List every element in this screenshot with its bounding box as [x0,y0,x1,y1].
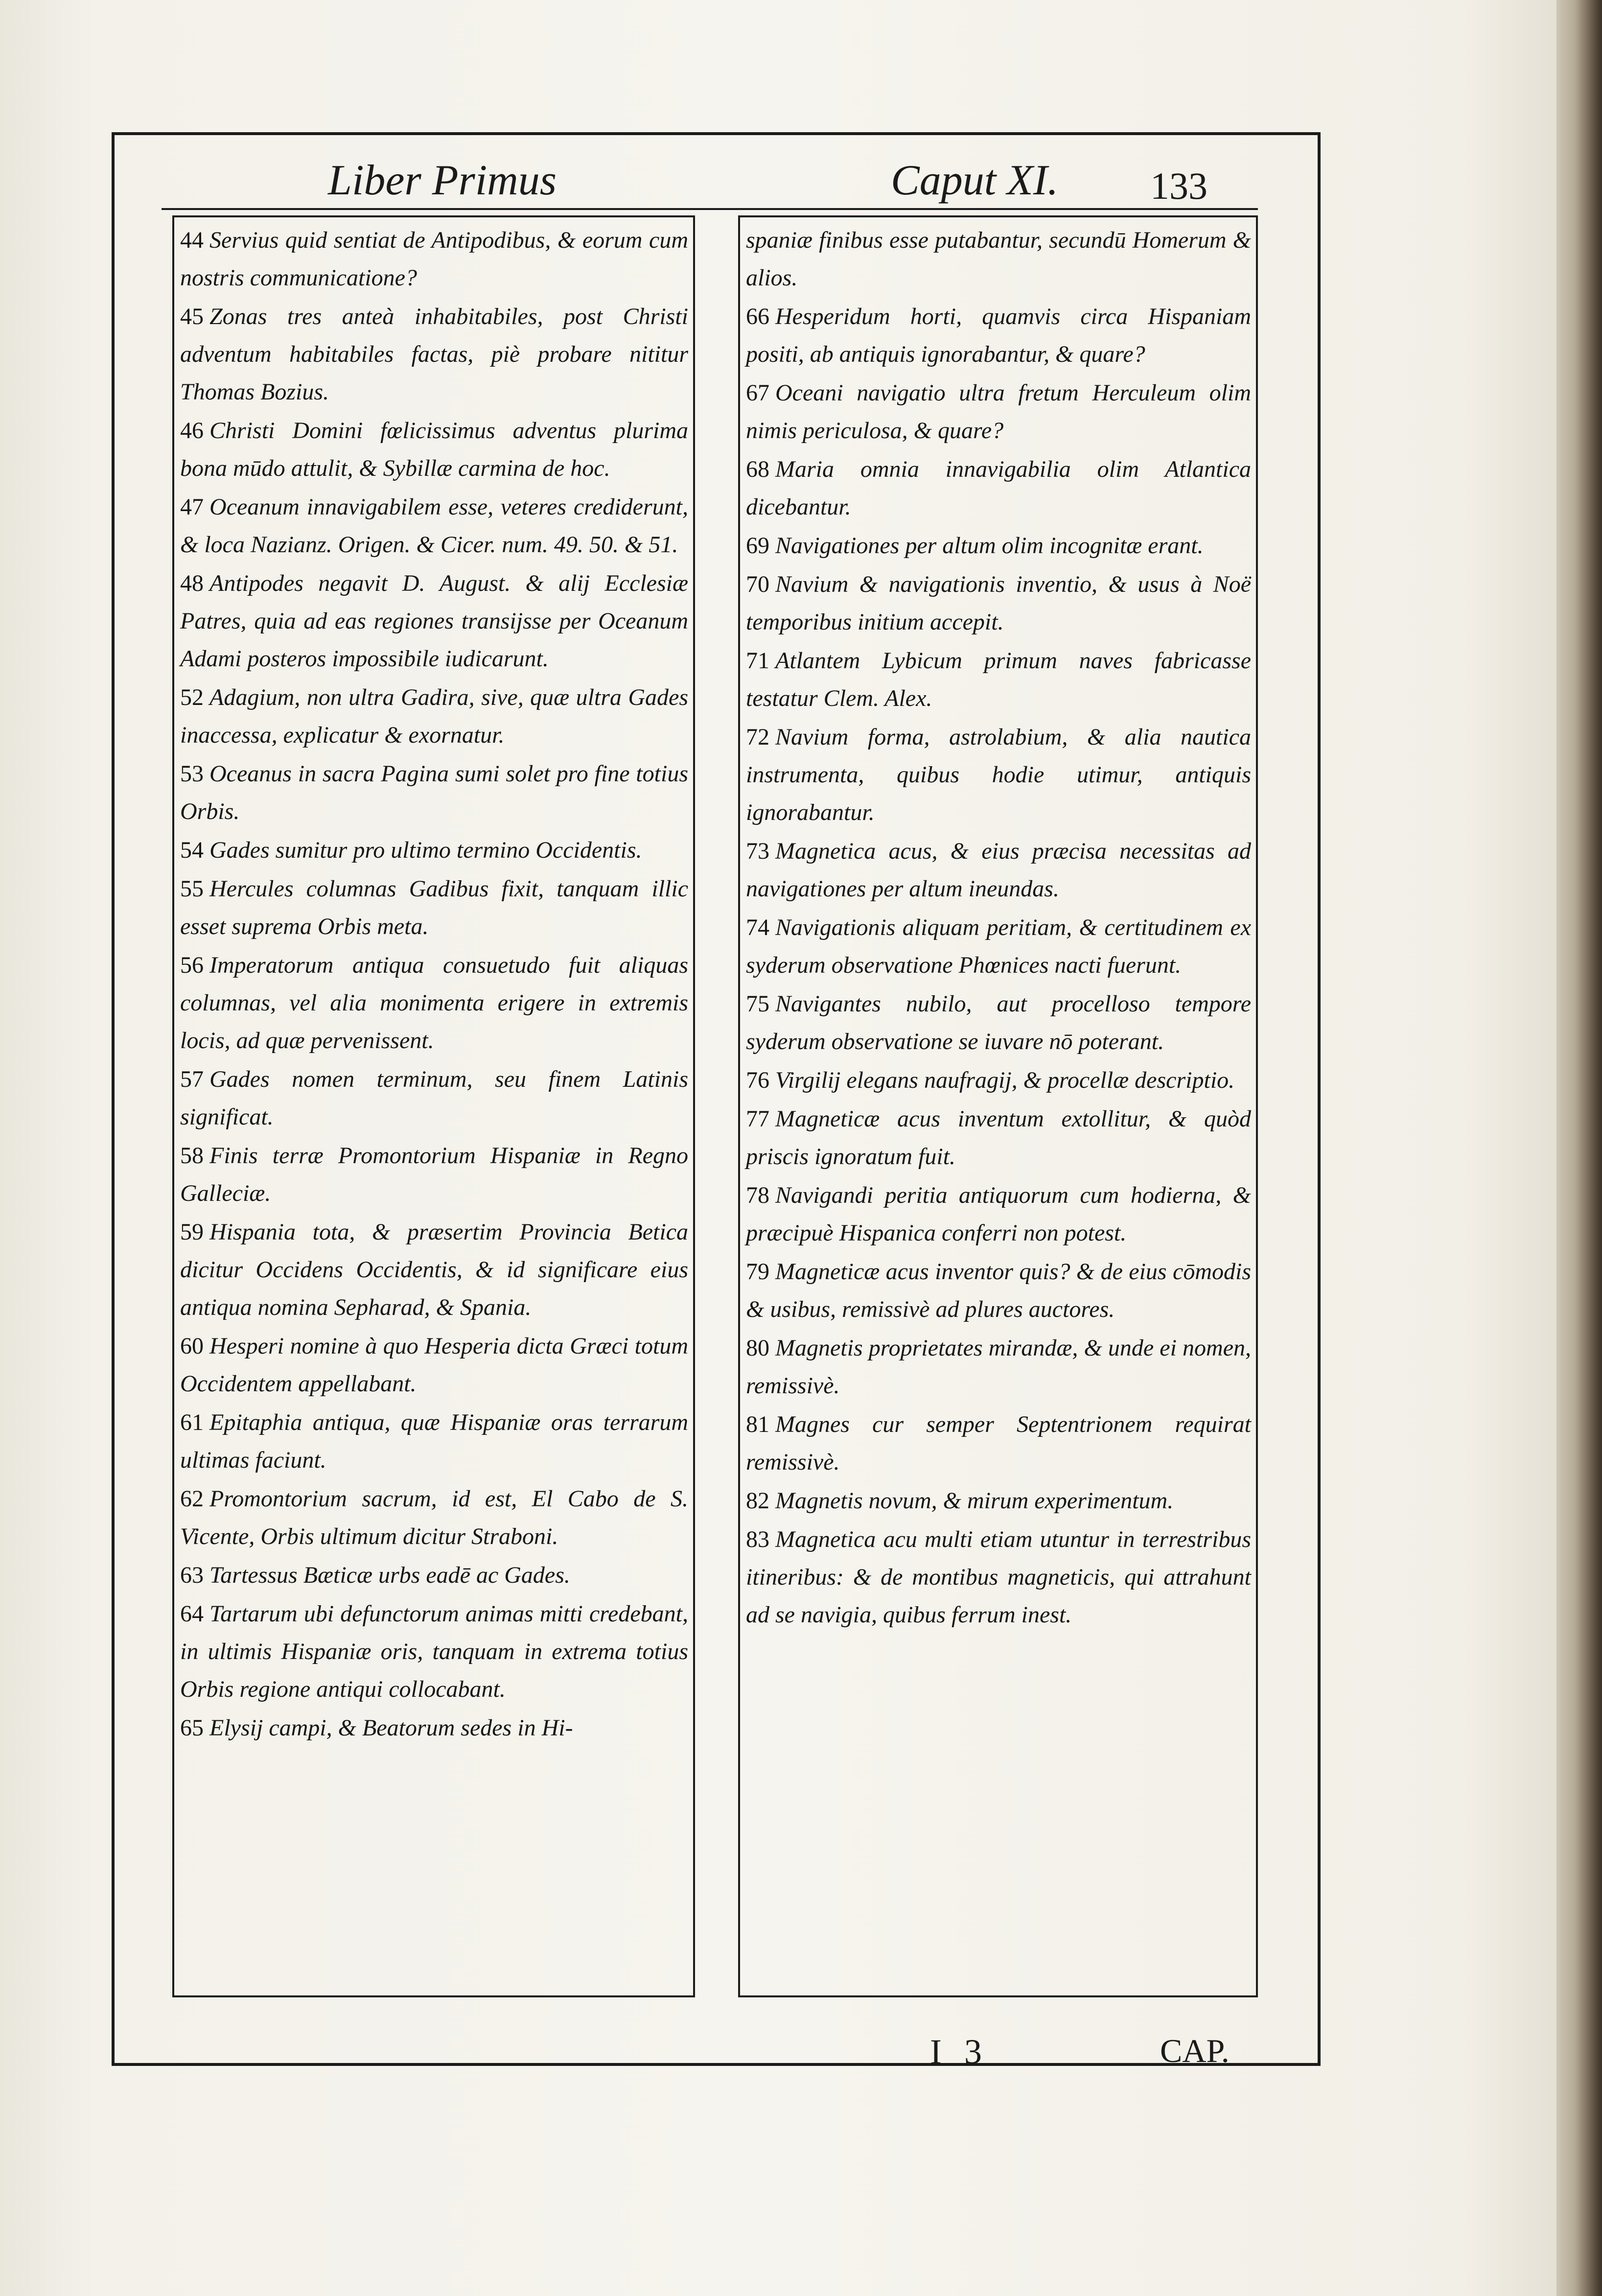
entry-text: Navigandi peritia antiquorum cum hodierna, & præcipuè Hispanica conferri non potest. [746,1182,1251,1246]
index-entry [746,985,1251,1060]
entry-text: Navigantes nubilo, aut procelloso tempore syderum observatione se iuvare nō poterant. [746,991,1251,1054]
entry-number: 77 [746,1106,769,1132]
entry-text: Maria omnia innavigabilia olim Atlantica dicebantur. [746,456,1251,520]
entry-text: Navigationes per altum olim incognitæ erant. [775,533,1204,559]
running-head-right: Caput XI. [891,157,1059,204]
entry-number: 54 [180,837,204,863]
entry-text: Navium forma, astrolabium, & alia nautica instrumenta, quibus hodie utimur, antiquis ignorabantur. [746,724,1251,825]
entry-number: 64 [180,1601,204,1627]
entry-number: 52 [180,684,204,710]
entry-text: spaniæ finibus esse putabantur, secundū Homerum & alios. [746,227,1251,291]
entry-number: 70 [746,571,769,597]
index-entry [180,1404,688,1479]
entry-text: Hispania tota, & præsertim Provincia Betica dicitur Occidens Occidentis, & id significare eius antiqua nomina Sepharad, & Spania. [180,1219,688,1320]
entry-text: Zonas tres anteà inhabitabiles, post Christi adventum habitabiles factas, piè probare nititur Thomas Bozius. [180,304,688,405]
index-entry [180,1327,688,1403]
entry-text: Magnetis proprietates mirandæ, & unde ei nomen, remissivè. [746,1335,1251,1399]
index-entry [180,221,688,297]
page-fore-edge [1556,0,1602,2296]
entry-number: 75 [746,991,769,1017]
entry-text: Magneticæ acus inventor quis? & de eius cōmodis & usibus, remissivè ad plures auctores. [746,1259,1251,1322]
entry-text: Elysij campi, & Beatorum sedes in Hi- [209,1715,573,1741]
index-entry [746,1329,1251,1405]
entry-number: 80 [746,1335,769,1361]
entry-number: 45 [180,304,204,329]
entry-text: Hercules columnas Gadibus fixit, tanquam illic esset suprema Orbis meta. [180,876,688,939]
entry-number: 83 [746,1526,769,1552]
index-entry [180,488,688,563]
entry-number: 47 [180,494,204,520]
entry-number: 63 [180,1562,204,1588]
index-entry [746,1100,1251,1175]
running-head-left: Liber Primus [328,157,557,204]
index-entry [746,832,1251,908]
entry-number: 48 [180,570,204,596]
catchword: CAP. [1160,2032,1230,2069]
entry-text: Christi Domini fœlicissimus adventus plurima bona mūdo attulit, & Sybillæ carmina de hoc. [180,418,688,481]
index-entry [746,642,1251,717]
entry-text: Magnetica acus, & eius præcisa necessitas ad navigationes per altum ineundas. [746,838,1251,902]
entry-number: 44 [180,227,204,253]
index-entry [180,1060,688,1136]
entry-text: Virgilij elegans naufragij, & procellæ descriptio. [775,1067,1235,1093]
index-entry [180,412,688,487]
entry-number: 68 [746,456,769,482]
entry-text: Oceanum innavigabilem esse, veteres crediderunt, & loca Nazianz. Origen. & Cicer. num. 49. 50. & 51. [180,494,688,558]
entry-text: Oceanus in sacra Pagina sumi solet pro fine totius Orbis. [180,761,688,824]
left-entries [174,217,693,1995]
entry-text: Epitaphia antiqua, quæ Hispaniæ oras terrarum ultimas faciunt. [180,1409,688,1473]
entry-number: 74 [746,914,769,940]
entry-number: 55 [180,876,204,902]
entry-text: Antipodes negavit D. August. & alij Ecclesiæ Patres, quia ad eas regiones transijsse per Oceanum Adami posteros impossibile iudicarunt. [180,570,688,672]
index-entry [180,679,688,754]
entry-number: 60 [180,1333,204,1359]
index-entry [746,565,1251,641]
entry-text: Oceani navigatio ultra fretum Herculeum olim nimis periculosa, & quare? [746,380,1251,444]
index-entry [746,909,1251,984]
entry-text: Magnetis novum, & mirum experimentum. [775,1488,1174,1514]
entry-text: Hesperidum horti, quamvis circa Hispaniam positi, ab antiquis ignorabantur, & quare? [746,304,1251,367]
index-entry [746,1482,1251,1520]
index-entry [746,1406,1251,1481]
entry-number: 78 [746,1182,769,1208]
entry-text: Navigationis aliquam peritiam, & certitudinem ex syderum observatione Phœnices nacti fuerunt. [746,914,1251,978]
entry-text: Magnes cur semper Septentrionem requirat remissivè. [746,1411,1251,1475]
entry-text: Adagium, non ultra Gadira, sive, quæ ultra Gades inaccessa, explicatur & exornatur. [180,684,688,748]
index-entry [746,298,1251,373]
entry-number: 71 [746,648,769,674]
index-entry [180,1480,688,1555]
index-entry [746,1061,1251,1099]
entry-number: 58 [180,1143,204,1169]
header-rule [162,208,1258,210]
entry-number: 79 [746,1259,769,1285]
entry-text: Gades nomen terminum, seu finem Latinis significat. [180,1066,688,1130]
left-column [172,215,695,1997]
entry-number: 66 [746,304,769,329]
index-entry [180,1709,688,1747]
entry-number: 65 [180,1715,204,1741]
index-entry [746,718,1251,831]
entry-number: 76 [746,1067,769,1093]
entry-number: 69 [746,533,769,559]
right-column [738,215,1258,1997]
index-entry [180,831,688,869]
index-entry [180,870,688,945]
index-entry [746,1521,1251,1634]
entry-number: 81 [746,1411,769,1437]
entry-text: Tartessus Bæticæ urbs eadē ac Gades. [209,1562,570,1588]
entry-number: 59 [180,1219,204,1245]
entry-text: Gades sumitur pro ultimo termino Occidentis. [209,837,642,863]
index-entry [746,374,1251,449]
index-entry [180,1595,688,1708]
index-entry [180,755,688,830]
entry-number: 56 [180,952,204,978]
entry-number: 73 [746,838,769,864]
index-entry [746,450,1251,526]
entry-number: 57 [180,1066,204,1092]
signature-mark: I 3 [930,2032,989,2071]
page-number: 133 [1150,164,1207,207]
index-entry [746,1176,1251,1252]
entry-number: 62 [180,1486,204,1512]
entry-text: Servius quid sentiat de Antipodibus, & eorum cum nostris communicatione? [180,227,688,291]
index-entry [746,527,1251,564]
entry-text: Imperatorum antiqua consuetudo fuit aliquas columnas, vel alia monimenta erigere in extremis locis, ad quæ pervenissent. [180,952,688,1054]
entry-text: Finis terræ Promontorium Hispaniæ in Regno Galleciæ. [180,1143,688,1206]
entry-text: Tartarum ubi defunctorum animas mitti credebant, in ultimis Hispaniæ oris, tanquam in extrema totius Orbis regione antiqui collocabant. [180,1601,688,1702]
entry-number: 72 [746,724,769,750]
entry-number: 46 [180,418,204,444]
index-entry [746,221,1251,297]
entry-number: 61 [180,1409,204,1435]
entry-number: 53 [180,761,204,787]
entry-text: Magneticæ acus inventum extollitur, & quòd priscis ignoratum fuit. [746,1106,1251,1170]
index-entry [180,1137,688,1212]
right-entries [740,217,1256,1995]
index-entry [180,298,688,411]
entry-number: 82 [746,1488,769,1514]
entry-text: Promontorium sacrum, id est, El Cabo de S. Vicente, Orbis ultimum dicitur Straboni. [180,1486,688,1549]
entry-text: Hesperi nomine à quo Hesperia dicta Græci totum Occidentem appellabant. [180,1333,688,1397]
entry-text: Magnetica acu multi etiam utuntur in terrestribus itineribus: & de montibus magneticis, qui attrahunt ad se navigia, quibus ferrum inest. [746,1526,1251,1628]
index-entry [180,946,688,1059]
entry-text: Navium & navigationis inventio, & usus à Noë temporibus initium accepit. [746,571,1251,635]
entry-text: Atlantem Lybicum primum naves fabricasse testatur Clem. Alex. [746,648,1251,711]
index-entry [180,1556,688,1594]
entry-number: 67 [746,380,769,406]
index-entry [746,1253,1251,1328]
index-entry [180,564,688,678]
index-entry [180,1213,688,1326]
